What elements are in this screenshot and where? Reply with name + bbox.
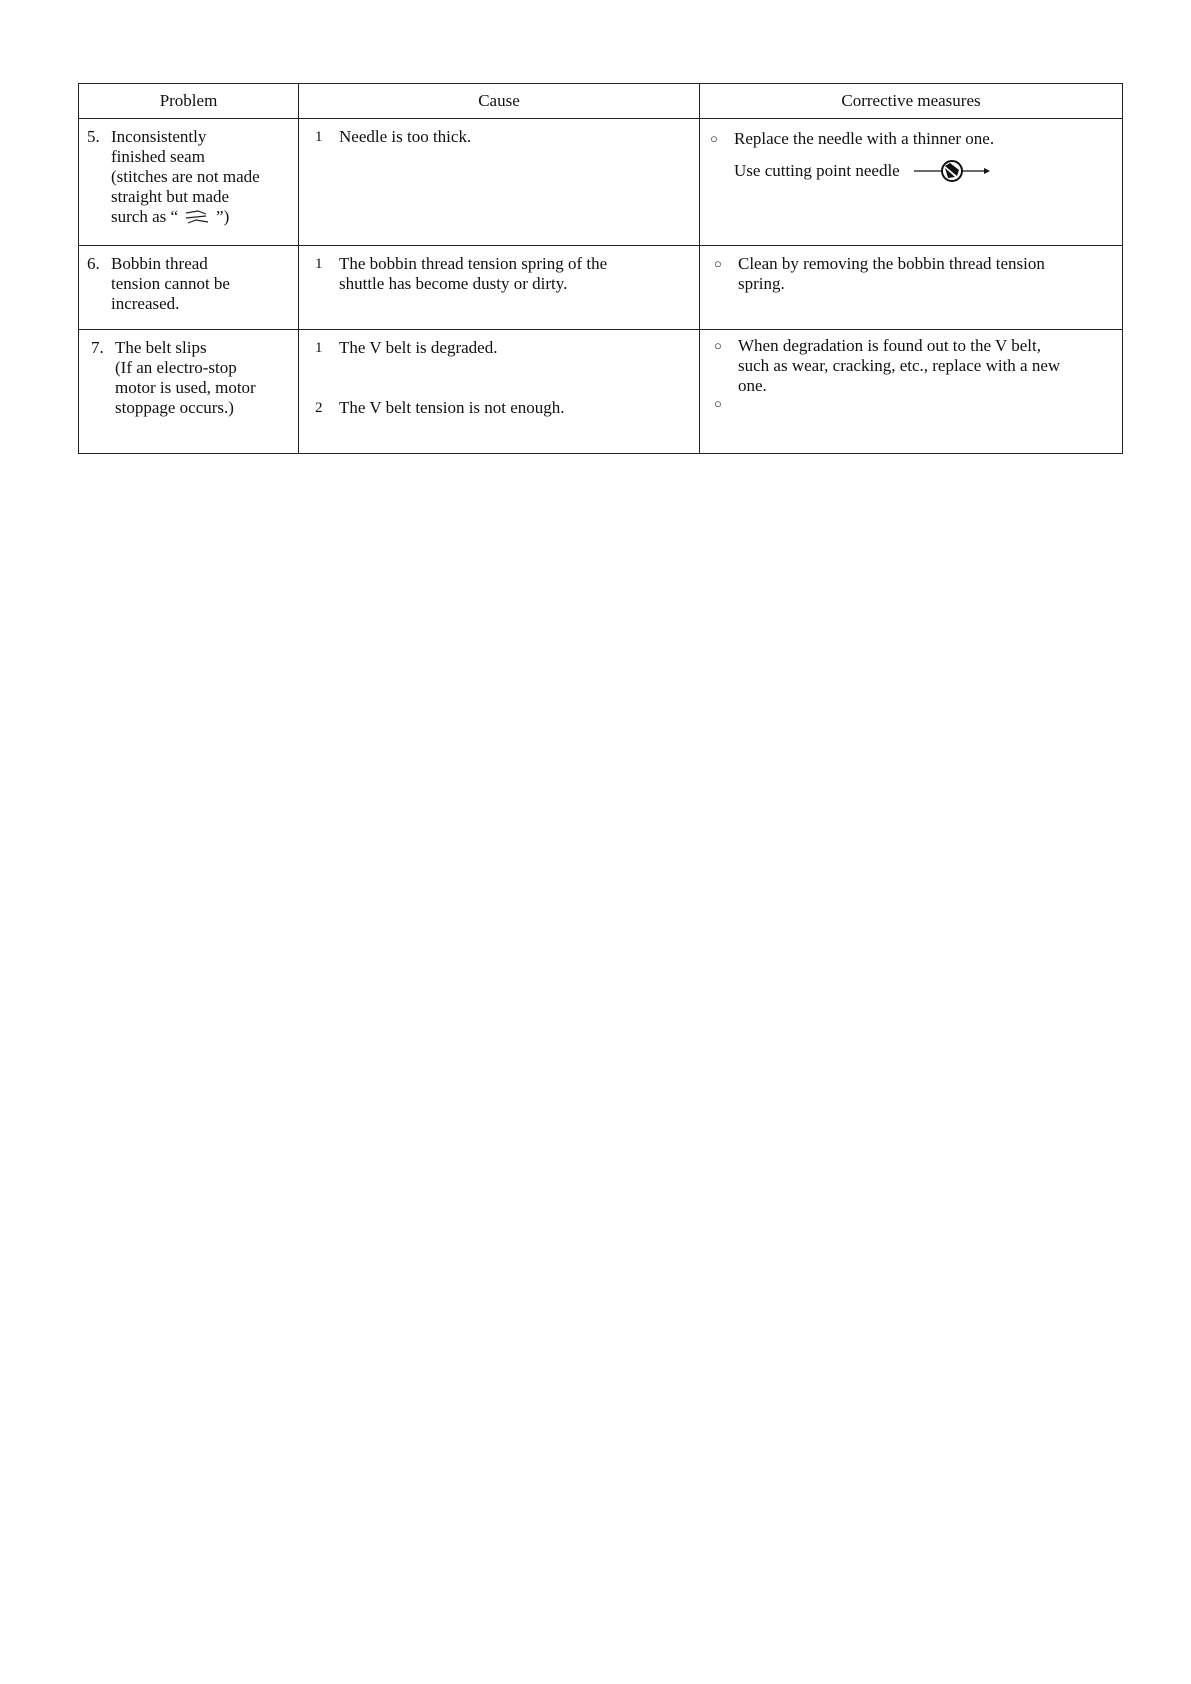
- needle-note-text: Use cutting point needle: [734, 161, 900, 180]
- problem-text: The belt slips (If an electro-stop motor is used, motor stoppage occurs.): [115, 338, 256, 417]
- measure-text: Clean by removing the bobbin thread tension spring.: [738, 254, 1045, 293]
- cause-cell: [299, 330, 700, 453]
- zigzag-seam-icon: [184, 210, 210, 226]
- table-row: [79, 119, 1122, 246]
- circle-bullet-icon: ○: [714, 396, 722, 411]
- header-cause: Cause: [299, 84, 700, 118]
- cause-number: 1: [315, 256, 323, 272]
- cause-cell: [299, 246, 700, 329]
- table-header-row: [79, 84, 1122, 119]
- circle-bullet-icon: ○: [714, 338, 722, 353]
- measures-cell: [700, 246, 1122, 329]
- measure-text: When degradation is found out to the V belt, such as wear, cracking, etc., replace with a new one.: [738, 336, 1061, 395]
- cause-text: The V belt is degraded.: [339, 338, 498, 357]
- problem-cell: [79, 246, 299, 329]
- cause-number: 1: [315, 129, 323, 145]
- troubleshooting-table: [78, 83, 1123, 454]
- table-row: [79, 330, 1122, 453]
- problem-cell: [79, 119, 299, 245]
- measures-cell: [700, 119, 1122, 245]
- problem-number: 7.: [91, 338, 104, 357]
- table-row: [79, 246, 1122, 330]
- problem-text: Bobbin thread tension cannot be increased.: [111, 254, 230, 313]
- problem-cell: [79, 330, 299, 453]
- cause-number: 1: [315, 340, 323, 356]
- header-corrective-measures: Corrective measures: [841, 91, 981, 110]
- cause-text: The V belt tension is not enough.: [339, 398, 565, 417]
- problem-number: 5.: [87, 127, 100, 146]
- circle-bullet-icon: ○: [714, 256, 722, 271]
- needle-note: [734, 157, 990, 185]
- measure-text: Replace the needle with a thinner one.: [734, 129, 995, 148]
- cause-text: Needle is too thick.: [339, 127, 472, 146]
- cause-text: The bobbin thread tension spring of the shuttle has become dusty or dirty.: [339, 254, 608, 293]
- header-problem: Problem: [79, 84, 299, 118]
- measures-cell: [700, 330, 1122, 453]
- problem-text: Inconsistently finished seam (stitches are not made straight but made surch as “ ”): [111, 127, 260, 226]
- cutting-point-needle-icon: [914, 157, 990, 185]
- cause-cell: [299, 119, 700, 245]
- problem-number: 6.: [87, 254, 100, 273]
- cause-number: 2: [315, 400, 323, 416]
- circle-bullet-icon: ○: [710, 131, 718, 146]
